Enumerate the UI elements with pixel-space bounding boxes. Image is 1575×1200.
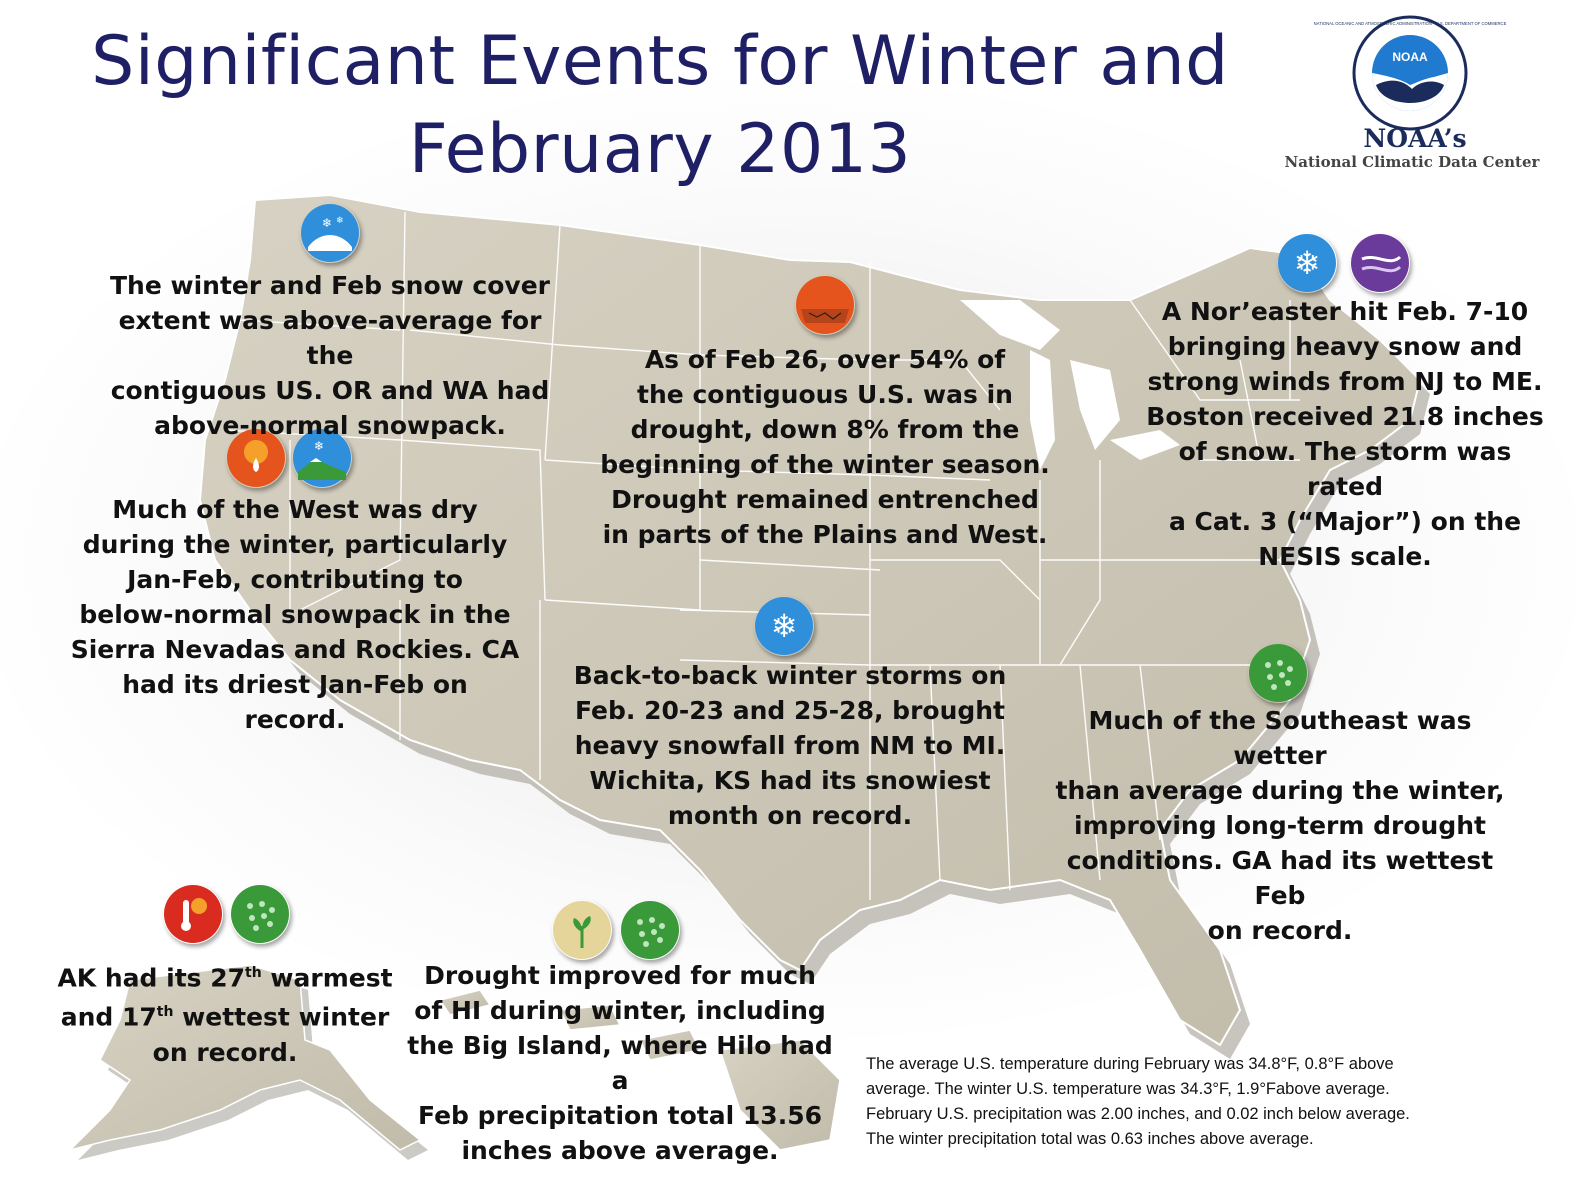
- hawaii-line: the Big Island, where Hilo had a: [407, 1031, 833, 1095]
- northwest-line: extent was above-average for the: [118, 306, 542, 370]
- alaska-note: [50, 956, 400, 1070]
- wind-icon: [1350, 233, 1410, 293]
- svg-text:❄: ❄: [336, 216, 344, 226]
- rain-icon: [230, 884, 290, 944]
- drought-line: in parts of the Plains and West.: [602, 520, 1048, 549]
- west-line: below-normal snowpack in the: [79, 600, 511, 629]
- drought-icon: [795, 275, 855, 335]
- warm-icon: [163, 884, 223, 944]
- summary-line: average. The winter U.S. temperature was 34.3°F, 1.9°Fabove average.: [866, 1080, 1390, 1098]
- alaska-line-1-sup: th: [245, 965, 262, 981]
- noreaster-line: strong winds from NJ to ME.: [1147, 367, 1543, 396]
- west-line: Much of the West was dry: [112, 495, 478, 524]
- summary-line: The average U.S. temperature during February was 34.8°F, 0.8°F above: [866, 1055, 1394, 1073]
- noreaster-line: of snow. The storm was rated: [1178, 437, 1512, 501]
- snowflake-icon: [754, 596, 814, 656]
- northwest-line: contiguous US. OR and WA had: [110, 376, 550, 405]
- southeast-line: improving long-term drought: [1074, 811, 1486, 840]
- southeast-note: [1040, 703, 1520, 948]
- logo-center-text: NOAA: [1392, 50, 1428, 64]
- northwest-note: [100, 268, 560, 443]
- national-summary: [866, 1052, 1556, 1152]
- southeast-line: Much of the Southeast was wetter: [1088, 706, 1472, 770]
- west-line: during the winter, particularly: [82, 530, 508, 559]
- drought-line: As of Feb 26, over 54% of: [644, 345, 1006, 374]
- svg-text:❄: ❄: [314, 439, 325, 453]
- alaska-line-2-sup: th: [156, 1004, 174, 1021]
- west-line: had its driest Jan-Feb on record.: [122, 670, 468, 734]
- hawaii-line: inches above average.: [461, 1136, 779, 1165]
- drought-improve-icon: [552, 900, 612, 960]
- storms-line: heavy snowfall from NM to MI.: [574, 731, 1006, 760]
- logo-ring-text: NATIONAL OCEANIC AND ATMOSPHERIC ADMINISTRATION · U.S. DEPARTMENT OF COMMERCE: [1313, 21, 1507, 26]
- noreaster-line: NESIS scale.: [1258, 542, 1432, 571]
- southeast-line: than average during the winter,: [1055, 776, 1505, 805]
- southeast-line: conditions. GA had its wettest Feb: [1066, 846, 1494, 910]
- rain-icon: [1248, 643, 1308, 703]
- noreaster-note: [1140, 294, 1550, 574]
- summary-line: The winter precipitation total was 0.63 inches above average.: [866, 1130, 1314, 1148]
- logo-subtitle: National Climatic Data Center: [1284, 153, 1540, 171]
- northwest-line: The winter and Feb snow cover: [109, 271, 551, 300]
- storms-note: [570, 658, 1010, 833]
- alaska-line-2: [50, 995, 400, 1034]
- noreaster-line: Boston received 21.8 inches: [1146, 402, 1544, 431]
- west-line: Jan-Feb, contributing to: [127, 565, 463, 594]
- title-line-1: Significant Events for Winter and: [91, 22, 1229, 101]
- logo-title: NOAA’s: [1363, 124, 1467, 153]
- hawaii-line: Drought improved for much: [424, 961, 816, 990]
- svg-text:❄: ❄: [1293, 244, 1321, 282]
- title-line-2: February 2013: [408, 110, 912, 189]
- noreaster-line: a Cat. 3 (“Major”) on the: [1168, 507, 1522, 536]
- alaska-line-2-pre: and 17: [60, 1002, 157, 1032]
- snowflake-icon: [1277, 233, 1337, 293]
- southeast-line: on record.: [1207, 916, 1353, 945]
- storms-line: Feb. 20-23 and 25-28, brought: [574, 696, 1006, 725]
- alaska-line-1-pre: AK had its 27: [57, 963, 246, 993]
- drought-line: Drought remained entrenched: [611, 485, 1039, 514]
- svg-text:❄: ❄: [770, 607, 798, 645]
- northwest-line: above-normal snowpack.: [154, 411, 506, 440]
- alaska-line-1: [50, 956, 400, 995]
- drought-note: [600, 342, 1050, 552]
- storms-line: month on record.: [667, 801, 913, 830]
- noreaster-line: A Nor’easter hit Feb. 7-10: [1161, 297, 1529, 326]
- svg-text:❄: ❄: [322, 216, 333, 230]
- alaska-line-3: on record.: [152, 1037, 298, 1067]
- alaska-line-2-post: wettest winter: [173, 1002, 390, 1032]
- west-note: [70, 492, 520, 737]
- rain-icon: [620, 900, 680, 960]
- summary-line: February U.S. precipitation was 2.00 inches, and 0.02 inch below average.: [866, 1105, 1410, 1123]
- west-line: Sierra Nevadas and Rockies. CA: [70, 635, 520, 664]
- noreaster-line: bringing heavy snow and: [1167, 332, 1523, 361]
- noaa-logo: [1313, 15, 1507, 131]
- storms-line: Back-to-back winter storms on: [573, 661, 1007, 690]
- drought-line: beginning of the winter season.: [600, 450, 1050, 479]
- alaska-line-1-post: warmest: [261, 963, 393, 993]
- hawaii-note: [400, 958, 840, 1168]
- page-title: [60, 18, 1260, 194]
- drought-line: the contiguous U.S. was in: [637, 380, 1013, 409]
- snow-cover-icon: [300, 203, 360, 263]
- drought-line: drought, down 8% from the: [630, 415, 1020, 444]
- hawaii-line: of HI during winter, including: [414, 996, 826, 1025]
- hawaii-line: Feb precipitation total 13.56: [418, 1101, 822, 1130]
- storms-line: Wichita, KS had its snowiest: [589, 766, 991, 795]
